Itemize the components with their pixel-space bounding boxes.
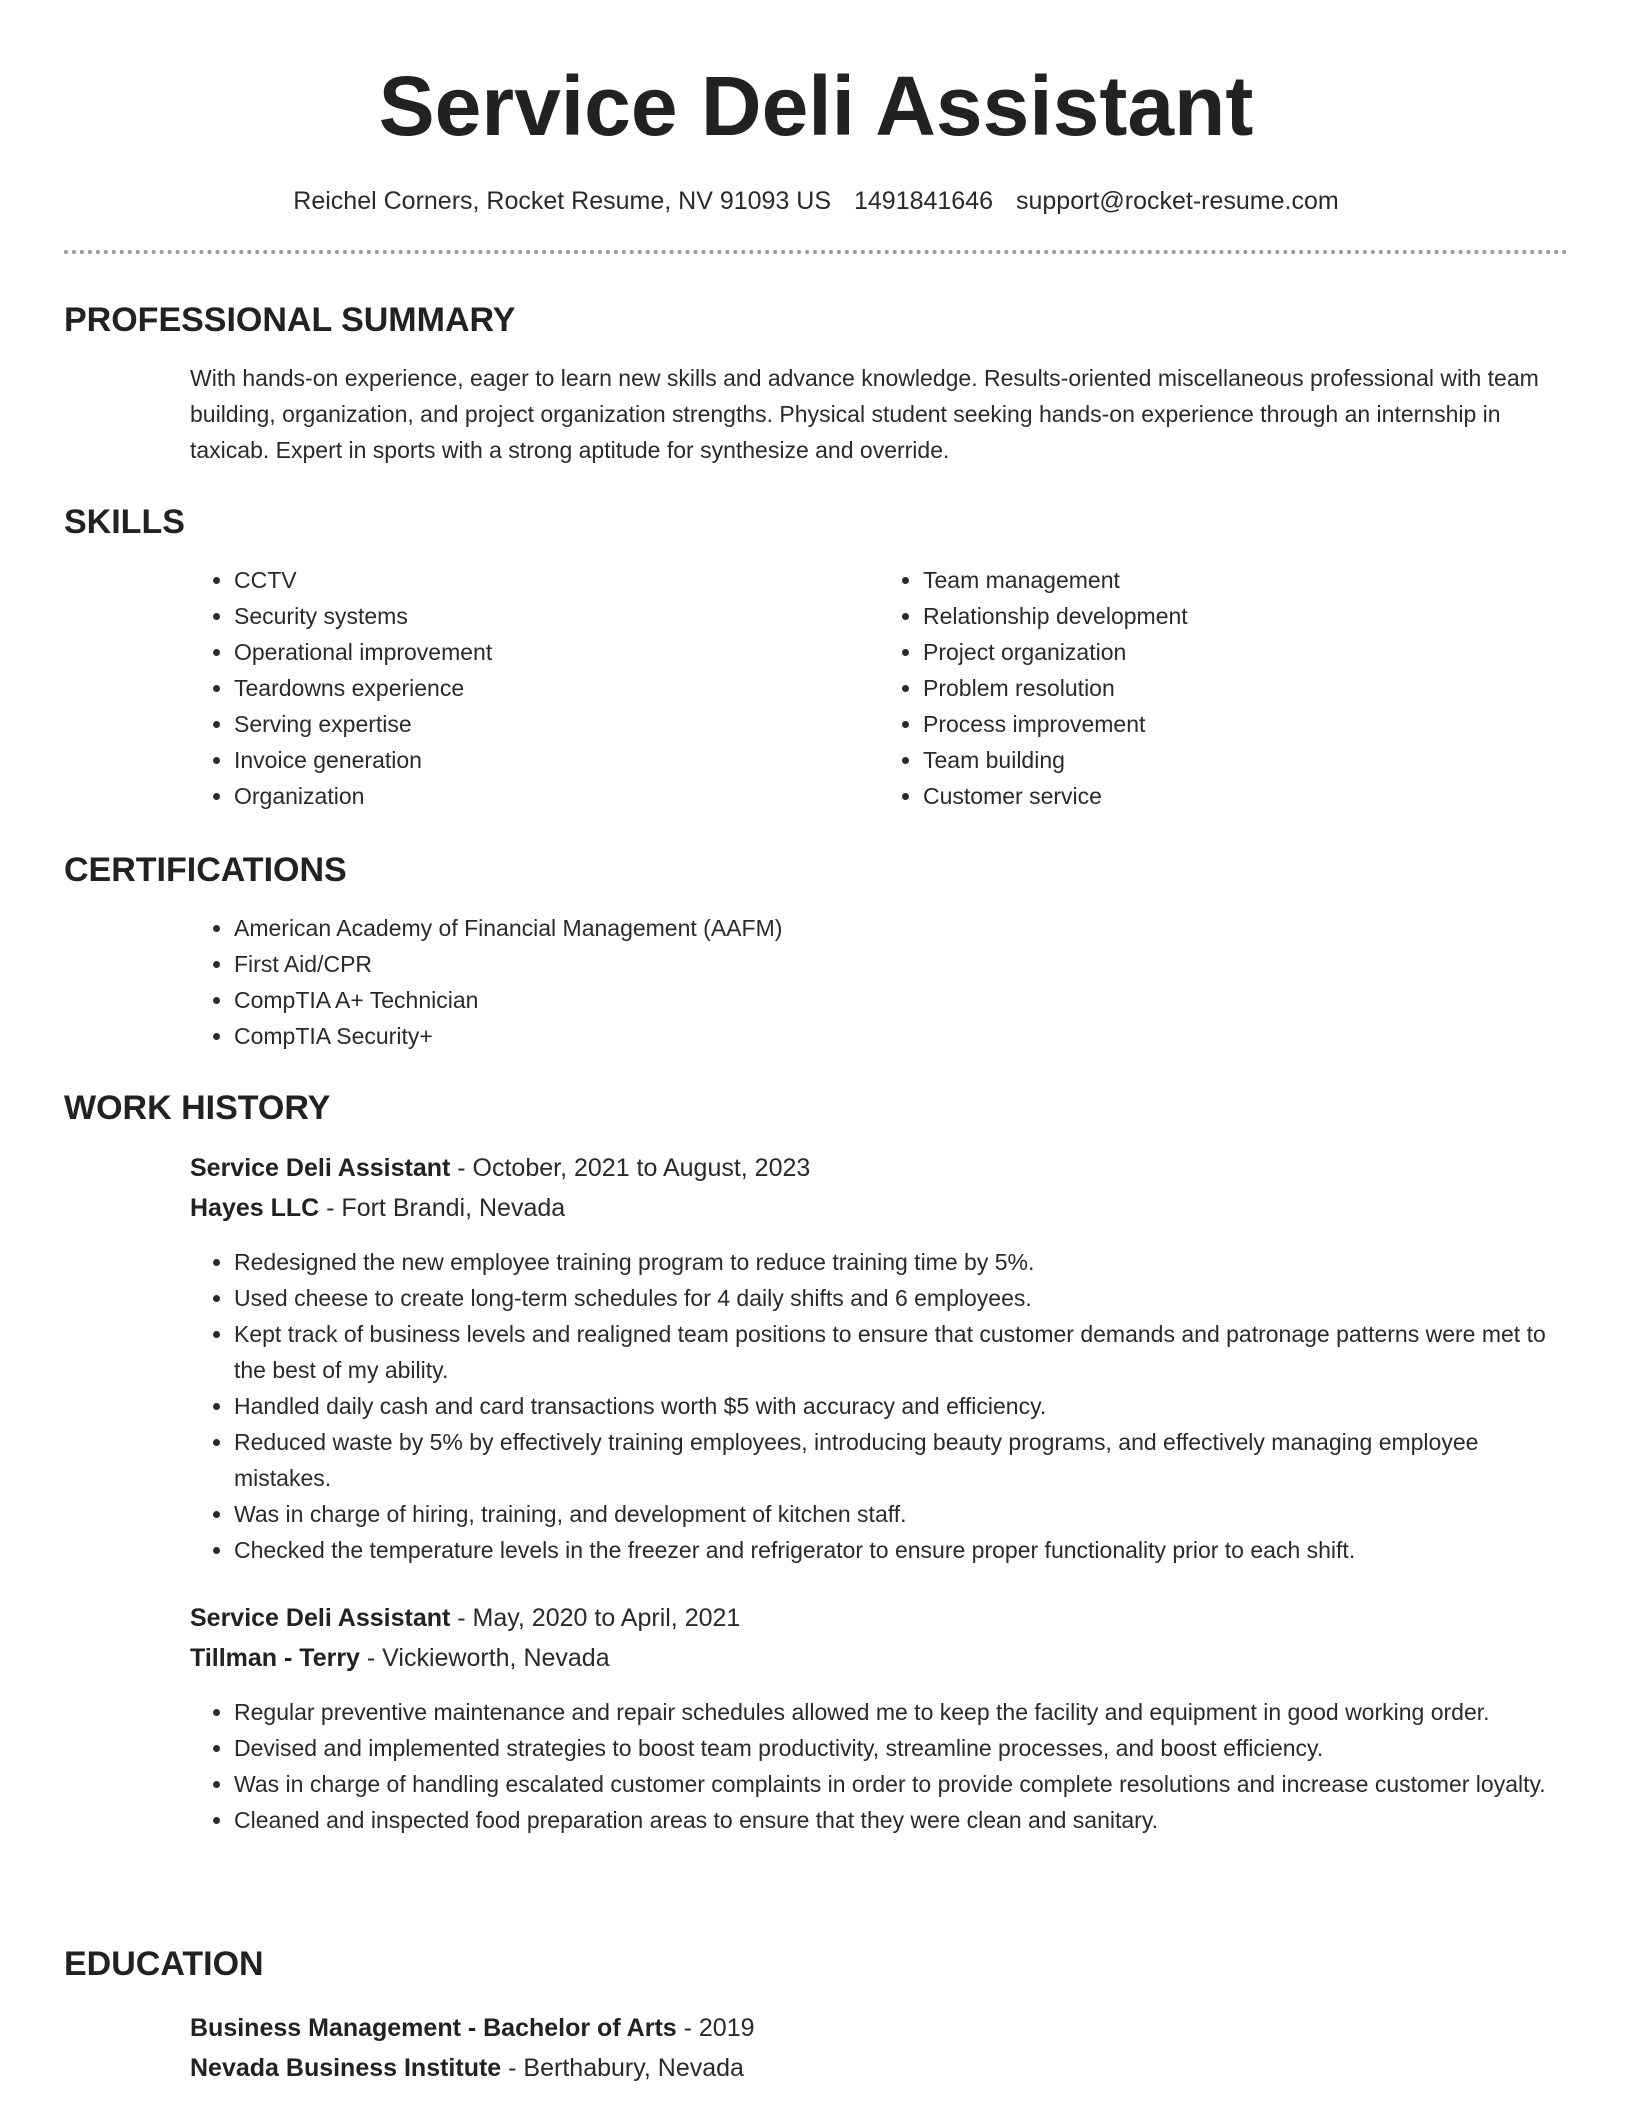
section-title: PROFESSIONAL SUMMARY <box>64 301 516 339</box>
job-dates: - October, 2021 to August, 2023 <box>450 1154 811 1182</box>
list-item: • Was in charge of handling escalated customer complaints in order to provide complete resolutions and increase customer loyalty. <box>234 1766 1568 1802</box>
list-item: • Reduced waste by 5% by effectively training employees, introducing beauty programs, and effectively managing employee mistakes. <box>234 1424 1568 1496</box>
list-item: • Handled daily cash and card transactions worth $5 with accuracy and efficiency. <box>234 1388 1568 1424</box>
job-entry <box>64 1598 1568 1838</box>
list-item: • Used cheese to create long-term schedules for 4 daily shifts and 6 employees. <box>234 1280 1568 1316</box>
job-bullets <box>190 1694 1568 1838</box>
degree-name: Business Management - Bachelor of Arts <box>190 2014 677 2042</box>
school-line <box>190 2048 1568 2088</box>
list-item: • Invoice generation <box>234 742 879 778</box>
list-item: • American Academy of Financial Management (AAFM) <box>234 910 1568 946</box>
section-title: WORK HISTORY <box>64 1089 331 1127</box>
resume-header <box>64 0 1568 254</box>
list-item: • Project organization <box>923 634 1568 670</box>
list-item: • Devised and implemented strategies to boost team productivity, streamline processes, and boost efficiency. <box>234 1730 1568 1766</box>
job-dates: - May, 2020 to April, 2021 <box>450 1604 741 1632</box>
section-professional-summary <box>64 298 1568 468</box>
list-item: • CompTIA A+ Technician <box>234 982 1568 1018</box>
list-item: • Was in charge of hiring, training, and development of kitchen staff. <box>234 1496 1568 1532</box>
job-company: Tillman - Terry <box>190 1644 360 1672</box>
contact-email[interactable]: support@rocket-resume.com <box>1015 187 1339 215</box>
section-skills <box>64 500 1568 814</box>
list-item: • CompTIA Security+ <box>234 1018 1568 1054</box>
section-title: SKILLS <box>64 503 185 541</box>
list-item: • Regular preventive maintenance and repair schedules allowed me to keep the facility and equipment in good working order. <box>234 1694 1568 1730</box>
list-item: • Redesigned the new employee training program to reduce training time by 5%. <box>234 1244 1568 1280</box>
skills-grid <box>64 562 1568 814</box>
degree-year: - 2019 <box>676 2014 755 2042</box>
skills-list-right <box>879 562 1568 814</box>
job-location: - Fort Brandi, Nevada <box>319 1194 566 1222</box>
section-title: CERTIFICATIONS <box>64 851 347 889</box>
list-item: • Operational improvement <box>234 634 879 670</box>
job-company: Hayes LLC <box>190 1194 320 1222</box>
job-company-line <box>190 1638 1568 1678</box>
job-entry <box>64 1148 1568 1568</box>
school-name: Nevada Business Institute <box>190 2054 502 2082</box>
job-title-line <box>190 1148 1568 1188</box>
job-title-line <box>190 1598 1568 1638</box>
job-company-line <box>190 1188 1568 1228</box>
skills-list-left <box>190 562 879 814</box>
list-item: • Team building <box>923 742 1568 778</box>
section-education <box>64 1942 1568 2088</box>
list-item: • Process improvement <box>923 706 1568 742</box>
list-item: • CCTV <box>234 562 879 598</box>
section-work-history <box>64 1086 1568 1838</box>
list-item: • Organization <box>234 778 879 814</box>
list-item: • First Aid/CPR <box>234 946 1568 982</box>
job-location: - Vickieworth, Nevada <box>359 1644 610 1672</box>
candidate-name: Service Deli Assistant <box>378 59 1254 153</box>
job-role: Service Deli Assistant <box>190 1604 451 1632</box>
section-certifications <box>64 848 1568 1054</box>
list-item: • Customer service <box>923 778 1568 814</box>
summary-text: With hands-on experience, eager to learn new skills and advance knowledge. Results-oriented miscellaneous professional with team building, organization, and project organization strengths. Physical student seeking hands-on experience through an internship in taxicab. Expert in sports with a strong aptitude for synthesize and override. <box>190 365 1539 463</box>
contact-address: Reichel Corners, Rocket Resume, NV 91093 US <box>293 187 832 215</box>
job-role: Service Deli Assistant <box>190 1154 451 1182</box>
list-item: • Relationship development <box>923 598 1568 634</box>
degree-line <box>190 2008 1568 2048</box>
list-item: • Team management <box>923 562 1568 598</box>
education-entry <box>64 2008 1568 2088</box>
section-title: EDUCATION <box>64 1945 264 1983</box>
contact-phone: 1491841646 <box>853 187 994 215</box>
list-item: • Checked the temperature levels in the freezer and refrigerator to ensure proper functionality prior to each shift. <box>234 1532 1568 1568</box>
list-item: • Kept track of business levels and realigned team positions to ensure that customer demands and patronage patterns were met to the best of my ability. <box>234 1316 1568 1388</box>
job-bullets <box>190 1244 1568 1568</box>
school-location: - Berthabury, Nevada <box>501 2054 744 2082</box>
contact-line <box>64 184 1568 218</box>
list-item: • Teardowns experience <box>234 670 879 706</box>
list-item: • Cleaned and inspected food preparation areas to ensure that they were clean and sanitary. <box>234 1802 1568 1838</box>
list-item: • Problem resolution <box>923 670 1568 706</box>
list-item: • Security systems <box>234 598 879 634</box>
certifications-list <box>190 910 1568 1054</box>
list-item: • Serving expertise <box>234 706 879 742</box>
header-divider <box>64 250 1568 254</box>
